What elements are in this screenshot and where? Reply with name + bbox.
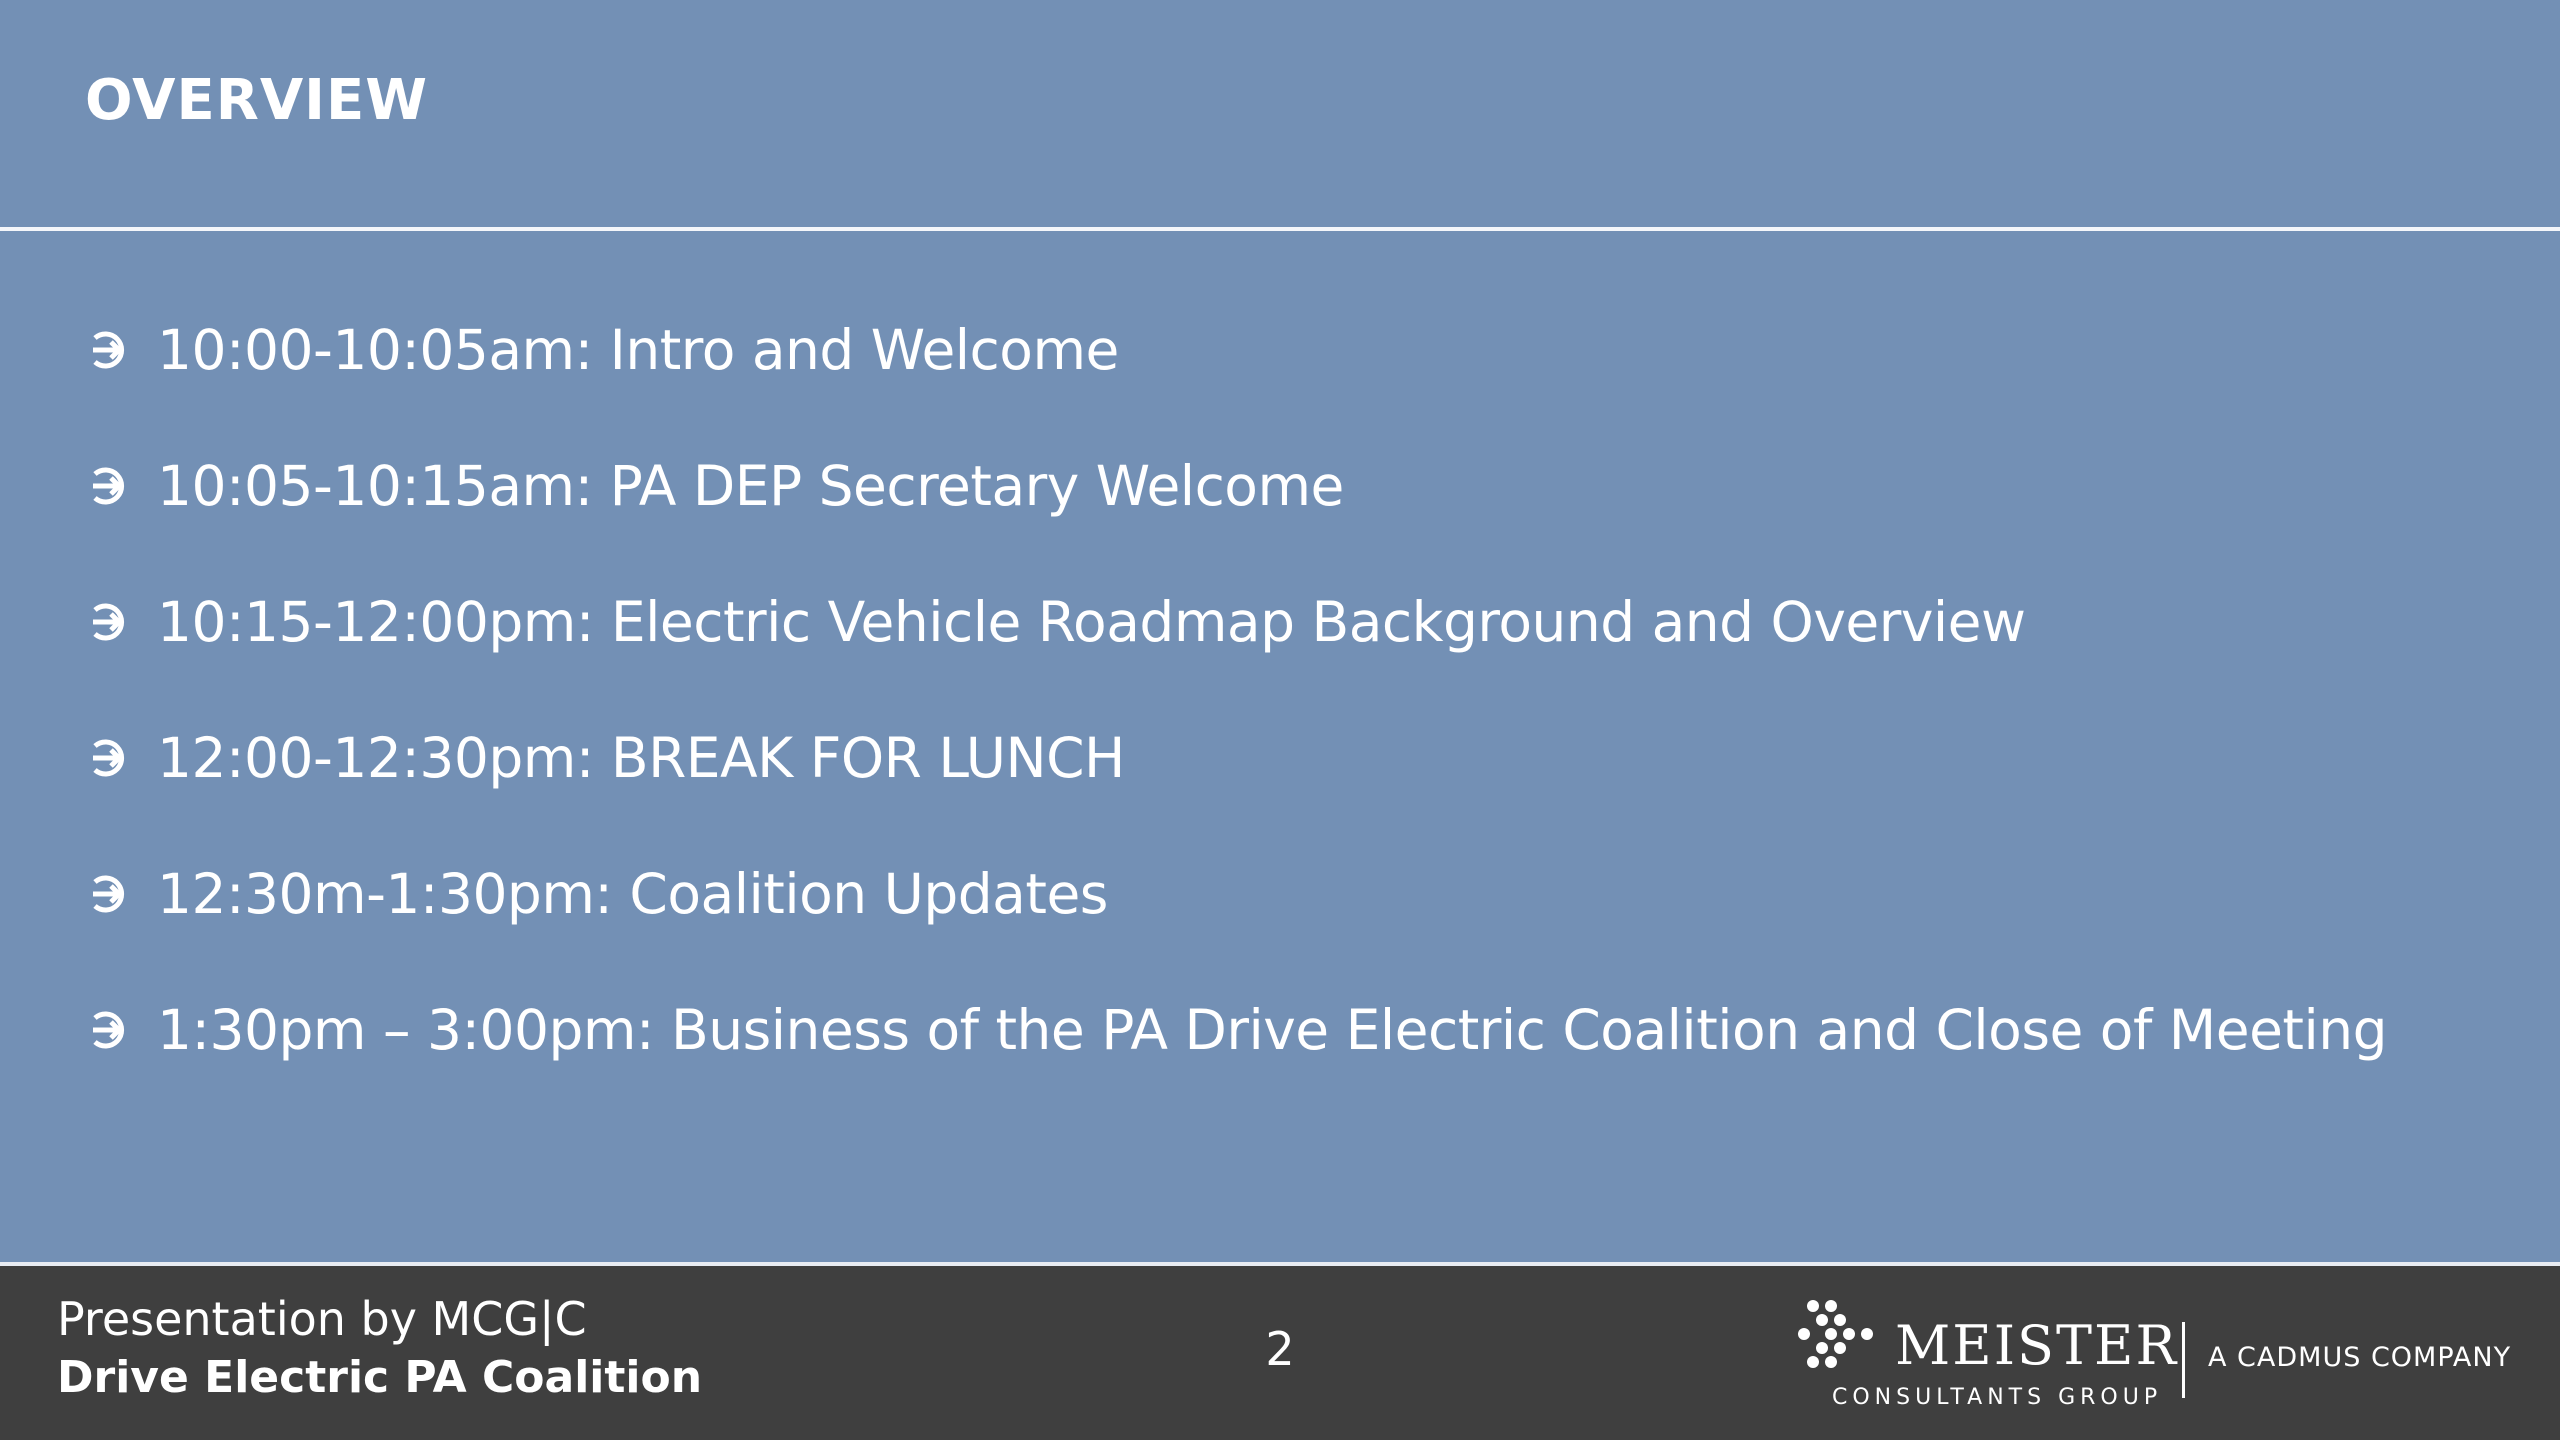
agenda-item (85, 418, 2525, 554)
arrow-circle-right-icon (85, 730, 137, 786)
agenda-item (85, 690, 2525, 826)
agenda-item (85, 962, 2525, 1098)
arrow-circle-right-icon (85, 1002, 137, 1058)
agenda-item (85, 554, 2525, 690)
arrow-circle-right-icon (85, 594, 137, 650)
meister-logo (1795, 1292, 2515, 1422)
agenda-list (85, 282, 2525, 1098)
arrow-circle-right-icon (85, 458, 137, 514)
presenter-credit: Presentation by MCG|C (57, 1292, 587, 1346)
arrow-circle-right-icon (85, 866, 137, 922)
agenda-item (85, 826, 2525, 962)
agenda-item-text: 10:00-10:05am: Intro and Welcome (157, 318, 1119, 382)
title-divider (0, 227, 2560, 231)
dot-grid-logo-icon (1795, 1298, 1875, 1378)
logo-divider (2182, 1322, 2185, 1398)
agenda-item-text: 10:15-12:00pm: Electric Vehicle Roadmap Background and Overview (157, 590, 2026, 654)
agenda-item-text: 12:30m-1:30pm: Coalition Updates (157, 862, 1108, 926)
page-number: 2 (1265, 1322, 1295, 1376)
agenda-item-text: 12:00-12:30pm: BREAK FOR LUNCH (157, 726, 1125, 790)
arrow-circle-right-icon (85, 322, 137, 378)
coalition-name: Drive Electric PA Coalition (57, 1352, 703, 1403)
slide-footer (0, 1262, 2560, 1440)
agenda-item-text: 1:30pm – 3:00pm: Business of the PA Drive Electric Coalition and Close of Meeting (157, 998, 2388, 1062)
logo-wordmark: MEISTER (1895, 1314, 2179, 1377)
slide-title: OVERVIEW (85, 68, 429, 133)
agenda-item-text: 10:05-10:15am: PA DEP Secretary Welcome (157, 454, 1344, 518)
logo-subtitle: CONSULTANTS GROUP (1832, 1385, 2163, 1410)
agenda-item (85, 282, 2525, 418)
logo-tagline: A CADMUS COMPANY (2208, 1342, 2512, 1373)
